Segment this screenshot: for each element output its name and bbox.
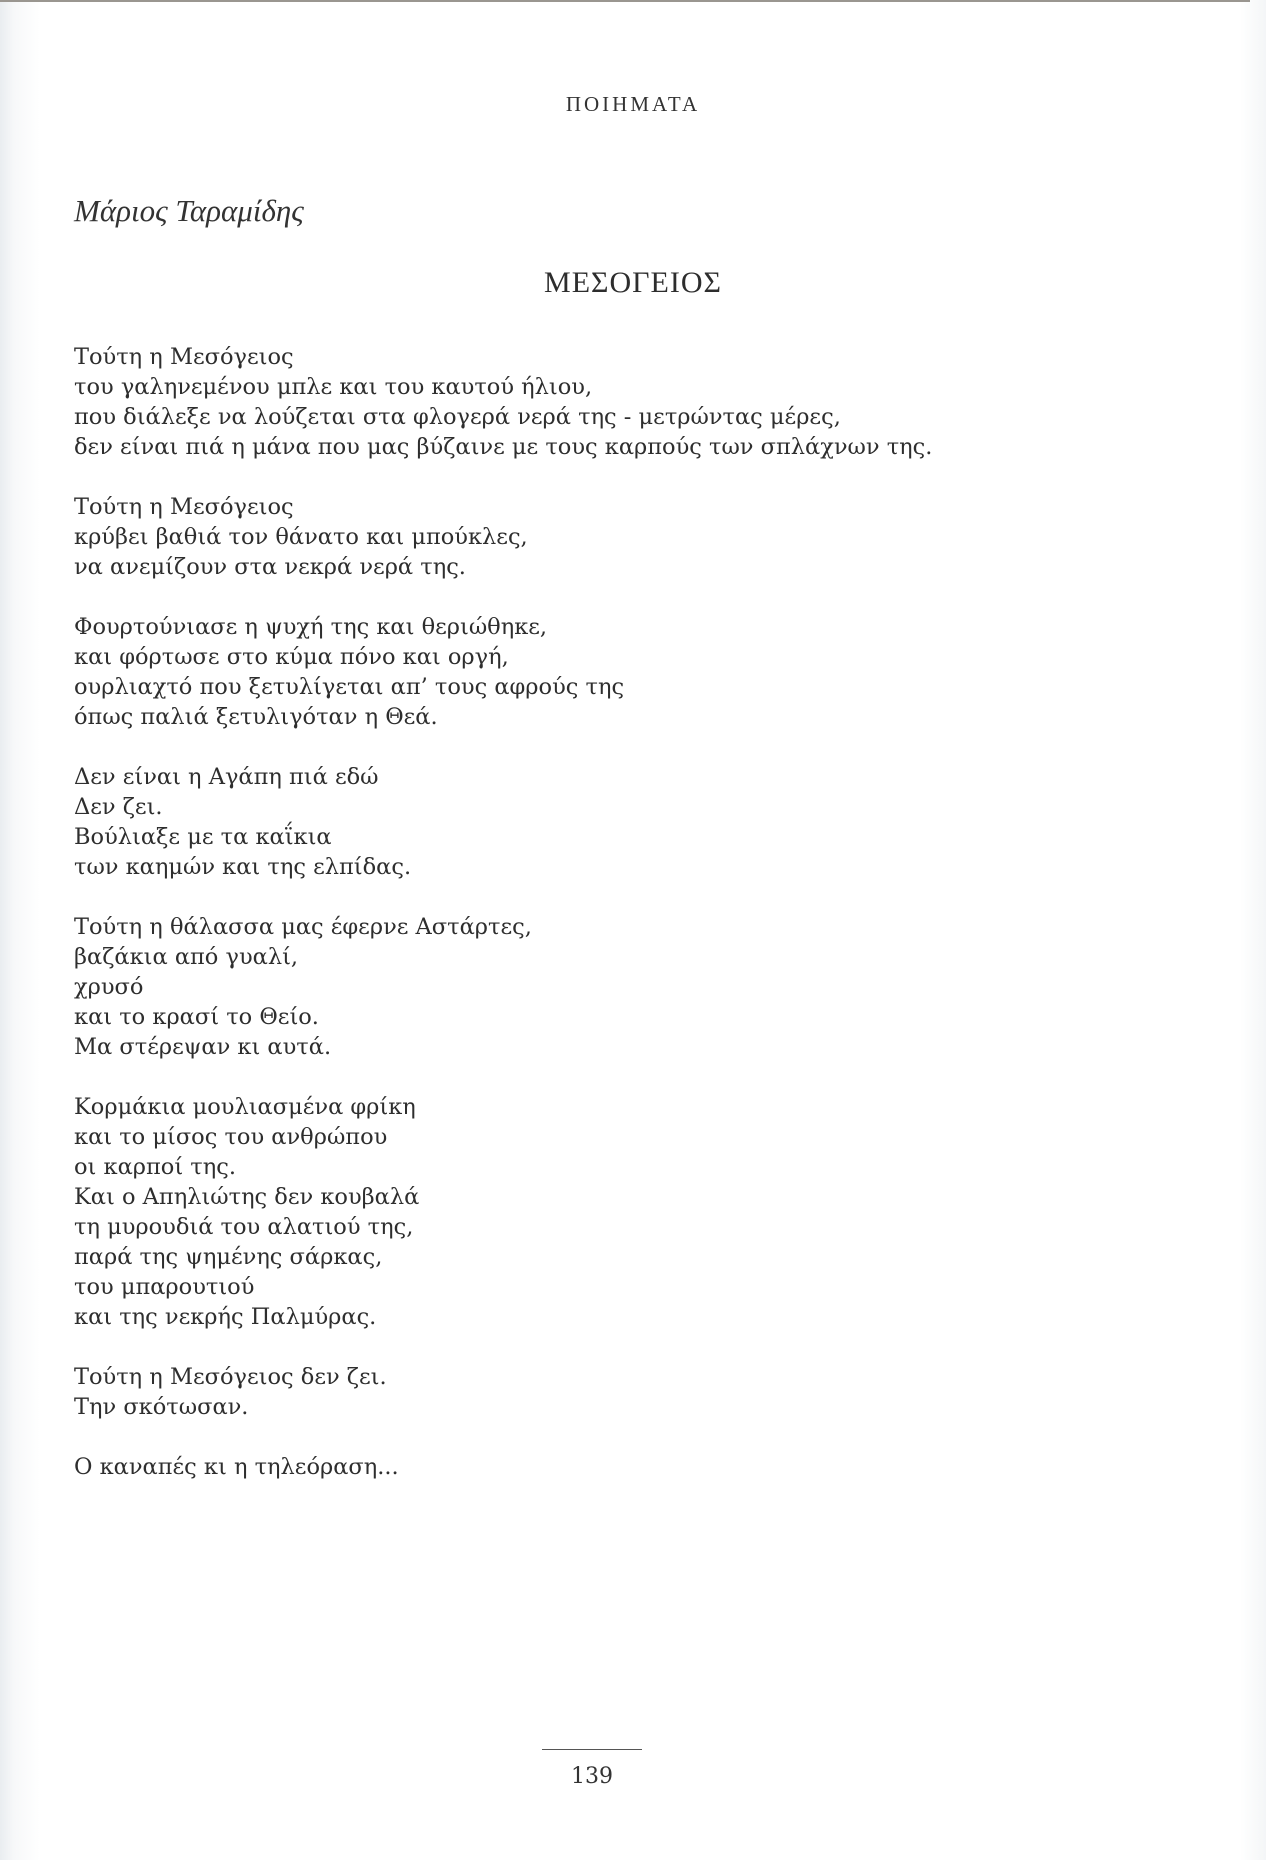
- poem-line: οι καρποί της.: [74, 1154, 236, 1180]
- poem-line: Την σκότωσαν.: [74, 1394, 249, 1420]
- poem-line: Και ο Απηλιώτης δεν κουβαλά: [74, 1184, 420, 1210]
- poem-line: παρά της ψημένης σάρκας,: [74, 1244, 383, 1270]
- poem-line: Ο καναπές κι η τηλεόραση...: [74, 1454, 399, 1480]
- stanza-5: [74, 912, 1194, 1062]
- author-name: Μάριος Ταραμίδης: [74, 193, 304, 228]
- poem-line: του μπαρουτιού: [74, 1274, 255, 1300]
- poem-line: Δεν είναι η Αγάπη πιά εδώ: [74, 764, 379, 790]
- stanza-7: [74, 1362, 1194, 1422]
- page-top-edge: [0, 0, 1250, 2]
- poem-line: Τούτη η Μεσόγειος δεν ζει.: [74, 1364, 387, 1390]
- poem-line: που διάλεξε να λούζεται στα φλογερά νερά της - μετρώντας μέρες,: [74, 404, 841, 430]
- poem-line: Κορμάκια μουλιασμένα φρίκη: [74, 1094, 416, 1120]
- poem-line: όπως παλιά ξετυλιγόταν η Θεά.: [74, 704, 438, 730]
- poem-line: και το μίσος του ανθρώπου: [74, 1124, 388, 1150]
- poem-line: κρύβει βαθιά τον θάνατο και μπούκλες,: [74, 524, 528, 550]
- poem-line: και το κρασί το Θείο.: [74, 1004, 319, 1030]
- stanza-3: [74, 612, 1194, 732]
- poem-line: τη μυρουδιά του αλατιού της,: [74, 1214, 414, 1240]
- poem-line: και της νεκρής Παλμύρας.: [74, 1304, 377, 1330]
- stanza-4: [74, 762, 1194, 882]
- poem-body: [74, 342, 1194, 1512]
- poem-line: του γαληνεμένου μπλε και του καυτού ήλιου,: [74, 374, 593, 400]
- poem-line: Βούλιαξε με τα καΐκια: [74, 824, 332, 850]
- poem-line: Τούτη η Μεσόγειος: [74, 494, 294, 520]
- stanza-2: [74, 492, 1194, 582]
- running-head: ΠΟΙΗΜΑΤΑ: [565, 92, 701, 116]
- poem-line: δεν είναι πιά η μάνα που μας βύζαινε με τους καρπούς των σπλάχνων της.: [74, 434, 933, 460]
- poem-line: των καημών και της ελπίδας.: [74, 854, 412, 880]
- poem-line: Μα στέρεψαν κι αυτά.: [74, 1034, 332, 1060]
- poem-line: Τούτη η θάλασσα μας έφερνε Αστάρτες,: [74, 914, 532, 940]
- poem-title: ΜΕΣΟΓΕΙΟΣ: [544, 266, 722, 299]
- poem-line: Τούτη η Μεσόγειος: [74, 344, 294, 370]
- stanza-6: [74, 1092, 1194, 1332]
- poem-line: και φόρτωσε στο κύμα πόνο και οργή,: [74, 644, 509, 670]
- poem-line: χρυσό: [74, 974, 144, 1000]
- footer-divider: [542, 1749, 642, 1750]
- poem-line: βαζάκια από γυαλί,: [74, 944, 299, 970]
- poem-line: ουρλιαχτό που ξετυλίγεται απ’ τους αφρούς της: [74, 674, 625, 700]
- poem-line: να ανεμίζουν στα νεκρά νερά της.: [74, 554, 466, 580]
- poem-line: Δεν ζει.: [74, 794, 163, 820]
- page-number: 139: [571, 1764, 613, 1789]
- stanza-1: [74, 342, 1194, 462]
- stanza-8: [74, 1452, 1194, 1482]
- poem-line: Φουρτούνιασε η ψυχή της και θεριώθηκε,: [74, 614, 548, 640]
